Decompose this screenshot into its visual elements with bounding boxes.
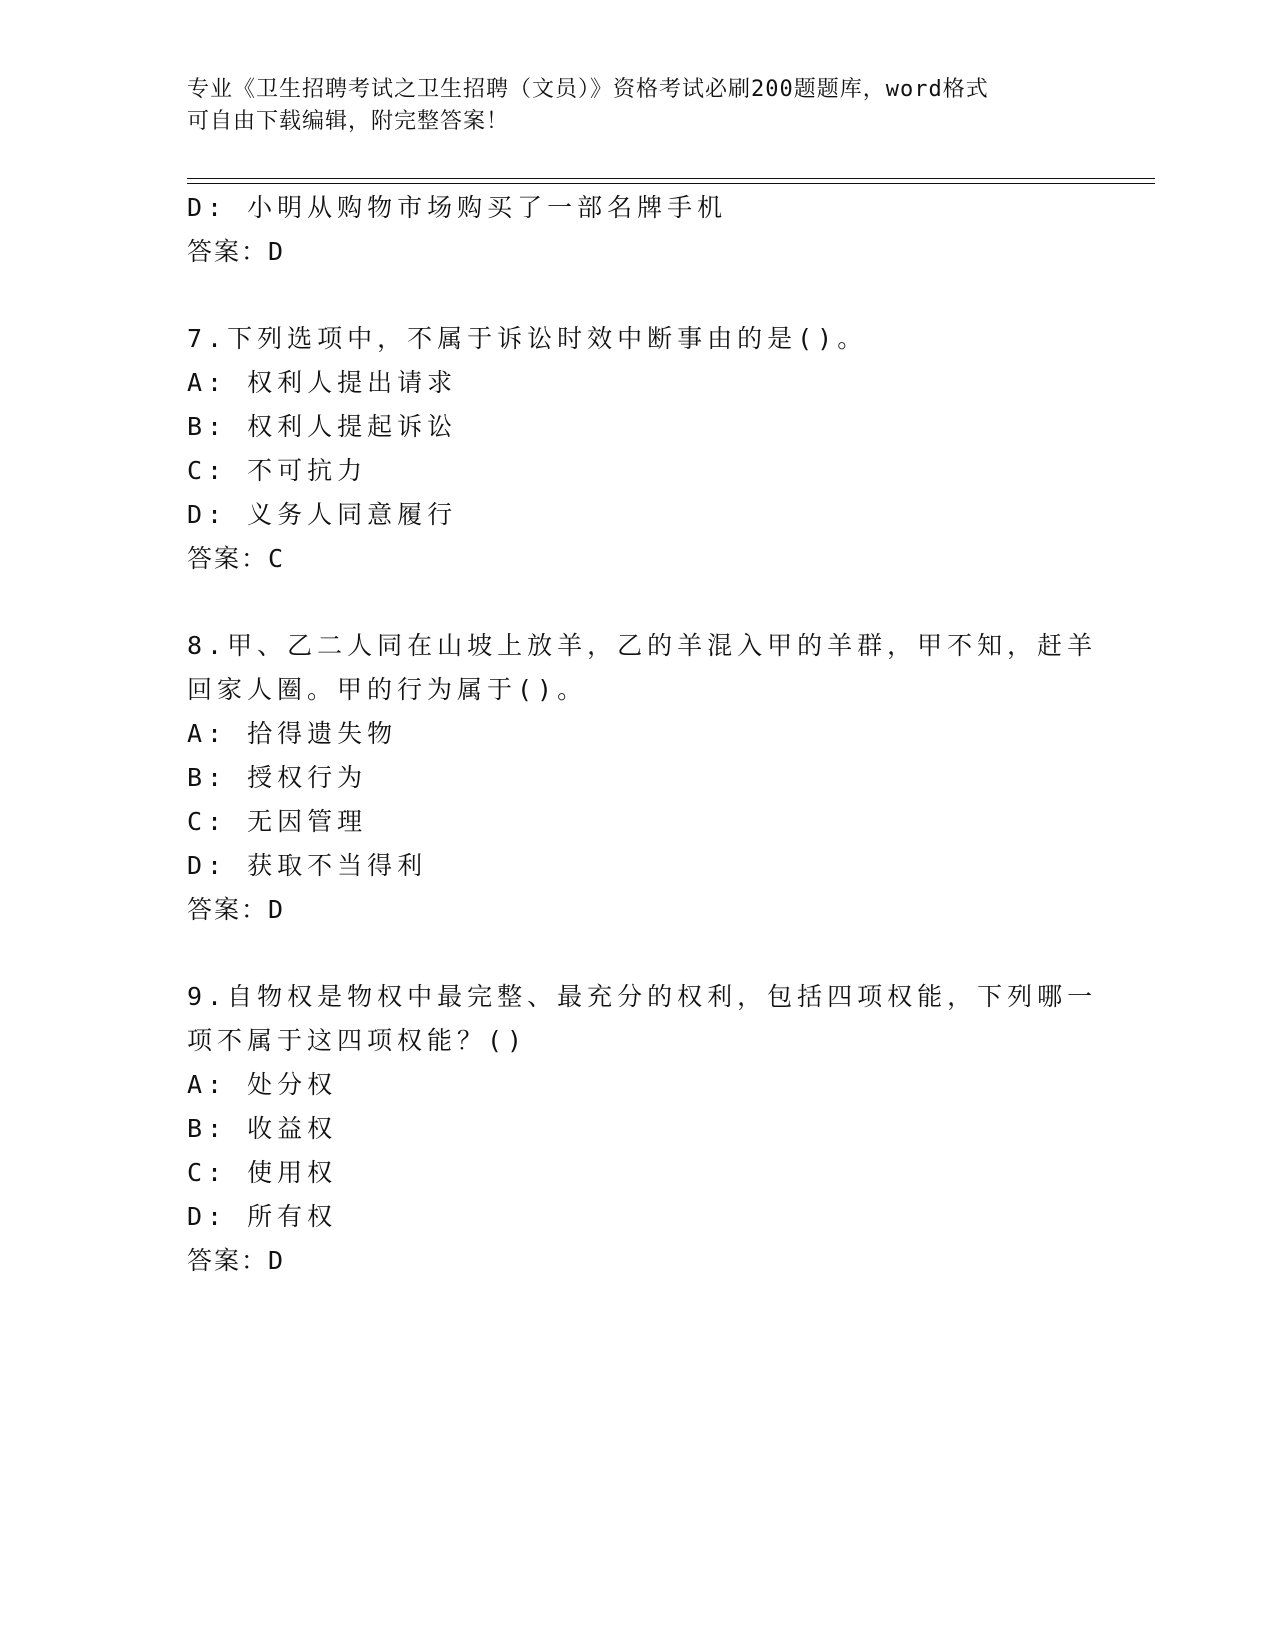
header-line-1: 专业《卫生招聘考试之卫生招聘（文员）》资格考试必刷200题题库，word格式 xyxy=(187,77,989,102)
question-9-option-c: C: 使用权 xyxy=(187,1158,338,1187)
document-header xyxy=(187,74,1087,138)
question-9-answer: 答案：D xyxy=(187,1246,286,1275)
question-9-option-b: B: 收益权 xyxy=(187,1114,338,1143)
question-7-option-c: C: 不可抗力 xyxy=(187,456,368,485)
question-9-stem-line-2: 项不属于这四项权能？() xyxy=(187,1026,528,1055)
question-8-option-c: C: 无因管理 xyxy=(187,807,368,836)
question-7-option-b: B: 权利人提起诉讼 xyxy=(187,412,458,441)
question-9-option-a: A: 处分权 xyxy=(187,1070,338,1099)
question-8-option-d: D: 获取不当得利 xyxy=(187,851,428,880)
header-divider-top xyxy=(187,178,1155,179)
header-line-2: 可自由下载编辑，附完整答案！ xyxy=(187,109,510,134)
prev-question-option-d: D: 小明从购物市场购买了一部名牌手机 xyxy=(187,193,728,222)
question-8-option-b: B: 授权行为 xyxy=(187,763,368,792)
question-8-stem-line-2: 回家人圈。甲的行为属于()。 xyxy=(187,675,588,704)
question-7-stem: 7.下列选项中，不属于诉讼时效中断事由的是()。 xyxy=(187,324,868,353)
prev-question-answer: 答案：D xyxy=(187,237,286,266)
question-9-stem-line-1: 9.自物权是物权中最完整、最充分的权利，包括四项权能，下列哪一 xyxy=(187,982,1098,1011)
question-7-option-a: A: 权利人提出请求 xyxy=(187,368,458,397)
question-8-stem-line-1: 8.甲、乙二人同在山坡上放羊，乙的羊混入甲的羊群，甲不知，赶羊 xyxy=(187,631,1098,660)
question-9-option-d: D: 所有权 xyxy=(187,1202,338,1231)
question-7-option-d: D: 义务人同意履行 xyxy=(187,500,458,529)
question-7-answer: 答案：C xyxy=(187,544,286,573)
header-divider-bottom xyxy=(187,183,1155,184)
question-8-answer: 答案：D xyxy=(187,895,286,924)
question-8-option-a: A: 拾得遗失物 xyxy=(187,719,398,748)
